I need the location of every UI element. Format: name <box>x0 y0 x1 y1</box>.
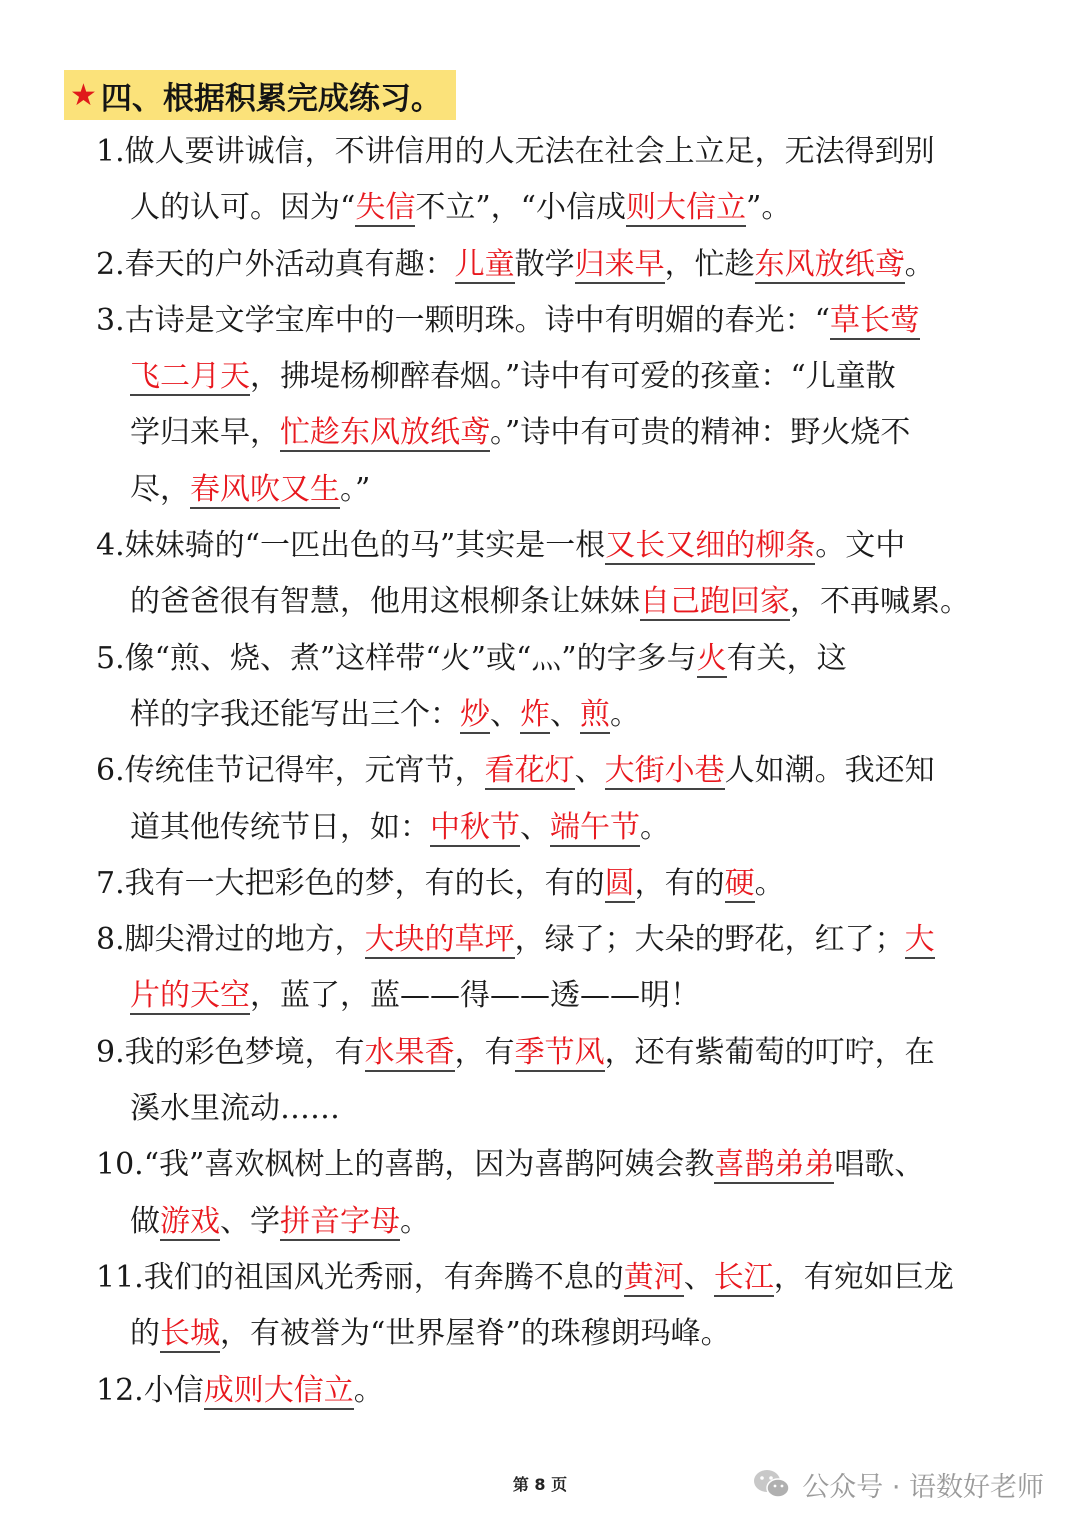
exercise-line <box>96 293 1026 349</box>
question-text: 、 <box>574 753 605 789</box>
answer-text: 大块的草坪 <box>364 922 515 958</box>
question-text: 。 <box>610 696 640 732</box>
exercise-line <box>96 800 1026 856</box>
exercise-item <box>96 1137 1026 1250</box>
answer-text: 端午节 <box>550 809 640 845</box>
question-text: ，有宛如巨龙 <box>773 1259 954 1295</box>
wechat-icon <box>752 1467 792 1501</box>
question-text: 9.我的彩色梦境，有 <box>96 1034 365 1070</box>
exercise-item <box>96 124 1026 237</box>
answer-text: 草长莺 <box>829 302 920 338</box>
question-text: 3.古诗是文学宝库中的一颗明珠。诗中有明媚的春光：“ <box>96 302 830 338</box>
exercise-line <box>96 574 1026 630</box>
question-text: 有关，这 <box>726 640 847 676</box>
exercise-list <box>96 124 1026 1419</box>
question-text: 。 <box>353 1372 384 1408</box>
answer-text: 游戏 <box>160 1203 220 1239</box>
exercise-line <box>96 518 1026 574</box>
question-text: 道其他传统节日，如： <box>130 809 430 845</box>
answer-text: 看花灯 <box>484 753 575 789</box>
question-text: 11.我们的祖国风光秀丽，有奔腾不息的 <box>96 1259 624 1295</box>
question-text: ，有的 <box>634 865 725 901</box>
section-heading <box>64 70 456 120</box>
exercise-item <box>96 856 1026 912</box>
answer-text: 春风吹又生 <box>190 471 340 507</box>
answer-text: 东风放纸鸢 <box>754 246 905 282</box>
answer-text: 火 <box>696 640 727 676</box>
answer-text: 失信 <box>355 190 416 226</box>
exercise-item <box>96 743 1026 856</box>
watermark-text: 公众号 · 语数好老师 <box>802 1471 1044 1503</box>
exercise-line <box>96 237 1026 293</box>
question-text: 溪水里流动…… <box>130 1091 340 1127</box>
answer-text: 水果香 <box>364 1034 455 1070</box>
question-text: 唱歌、 <box>834 1147 925 1183</box>
answer-text: 季节风 <box>514 1034 605 1070</box>
question-text: 、 <box>683 1259 714 1295</box>
exercise-line <box>96 912 1026 968</box>
answer-text: 黄河 <box>623 1259 684 1295</box>
section-title: 四、根据积累完成练习。 <box>100 80 442 117</box>
exercise-line <box>96 1081 1026 1137</box>
exercise-item <box>96 1025 1026 1138</box>
answer-text: 归来早 <box>574 246 665 282</box>
question-text: 学归来早， <box>130 415 280 451</box>
question-text: ，还有紫葡萄的叮咛，在 <box>604 1034 935 1070</box>
question-text: 2.春天的户外活动真有趣： <box>96 246 455 282</box>
question-text: 、 <box>550 696 580 732</box>
exercise-line <box>96 124 1026 180</box>
question-text: 。 <box>754 865 785 901</box>
question-text: 6.传统佳节记得牢，元宵节， <box>96 753 485 789</box>
answer-text: 炒 <box>460 696 490 732</box>
question-text: 12.小信 <box>96 1372 204 1408</box>
answer-text: 拼音字母 <box>280 1203 400 1239</box>
exercise-line <box>96 1137 1026 1193</box>
question-text: 不立”，“小信成 <box>415 190 627 226</box>
question-text: 4.妹妹骑的“一匹出色的马”其实是一根 <box>96 528 606 564</box>
exercise-item <box>96 518 1026 631</box>
answer-text: 则大信立 <box>626 190 747 226</box>
exercise-line <box>96 1306 1026 1362</box>
answer-text: 喜鹊弟弟 <box>714 1147 835 1183</box>
question-text: ，蓝了，蓝——得——透——明！ <box>250 978 700 1014</box>
question-text: ，不再喊累。 <box>790 584 970 620</box>
question-text: 尽， <box>130 471 190 507</box>
question-text: 。” <box>340 471 371 507</box>
question-text: 的 <box>130 1316 160 1352</box>
answer-text: 成则大信立 <box>203 1372 354 1408</box>
exercise-item <box>96 1363 1026 1419</box>
question-text: 做 <box>130 1203 160 1239</box>
question-text: 。 <box>640 809 670 845</box>
exercise-line <box>96 349 1026 405</box>
answer-text: 硬 <box>724 865 755 901</box>
answer-text: 忙趁东风放纸鸢 <box>280 415 490 451</box>
answer-text: 圆 <box>604 865 635 901</box>
exercise-item <box>96 1250 1026 1363</box>
question-text: 。 <box>400 1203 430 1239</box>
exercise-line <box>96 462 1026 518</box>
question-text: 散学 <box>514 246 575 282</box>
exercise-line <box>96 405 1026 461</box>
answer-text: 又长又细的柳条 <box>605 528 816 564</box>
question-text: 样的字我还能写出三个： <box>130 696 460 732</box>
page-number: 第 8 页 <box>512 1475 568 1494</box>
answer-text: 长城 <box>160 1316 220 1352</box>
question-text: 。 <box>904 246 935 282</box>
answer-text: 中秋节 <box>430 809 520 845</box>
answer-text: 片的天空 <box>130 978 250 1014</box>
star-icon: ★ <box>70 77 97 113</box>
question-text: ”。 <box>746 190 792 226</box>
exercise-item <box>96 631 1026 744</box>
exercise-item <box>96 293 1026 518</box>
question-text: ，有被誉为“世界屋脊”的珠穆朗玛峰。 <box>220 1316 731 1352</box>
question-text: ，拂堤杨柳醉春烟。”诗中有可爱的孩童：“儿童散 <box>250 359 896 395</box>
exercise-line <box>96 968 1026 1024</box>
question-text: 人如潮。我还知 <box>724 753 935 789</box>
exercise-line <box>96 687 1026 743</box>
answer-text: 大街小巷 <box>604 753 725 789</box>
question-text: ，有 <box>454 1034 515 1070</box>
question-text: 1.做人要讲诚信，不讲信用的人无法在社会上立足，无法得到别 <box>96 134 935 169</box>
question-text: 人的认可。因为“ <box>130 190 356 226</box>
answer-text: 煎 <box>580 696 610 732</box>
question-text: 、 <box>520 809 550 845</box>
question-text: 7.我有一大把彩色的梦，有的长，有的 <box>96 865 605 901</box>
exercise-line <box>96 631 1026 687</box>
answer-text: 大 <box>904 922 935 958</box>
question-text: 的爸爸很有智慧，他用这根柳条让妹妹 <box>130 584 640 620</box>
answer-text: 炸 <box>520 696 550 732</box>
watermark <box>752 1462 1044 1506</box>
answer-text: 飞二月天 <box>130 359 250 395</box>
question-text: ，忙趁 <box>664 246 755 282</box>
question-text: 5.像“煎、烧、煮”这样带“火”或“灬”的字多与 <box>96 640 697 676</box>
exercise-line <box>96 1194 1026 1250</box>
exercise-line <box>96 856 1026 912</box>
exercise-line <box>96 180 1026 236</box>
answer-text: 自己跑回家 <box>640 584 790 620</box>
exercise-line <box>96 1250 1026 1306</box>
question-text: 10.“我”喜欢枫树上的喜鹊，因为喜鹊阿姨会教 <box>96 1147 715 1183</box>
exercise-line <box>96 1025 1026 1081</box>
question-text: 、学 <box>220 1203 280 1239</box>
question-text: ，绿了；大朵的野花，红了； <box>514 922 905 958</box>
exercise-item <box>96 237 1026 293</box>
answer-text: 长江 <box>713 1259 774 1295</box>
question-text: 。”诗中有可贵的精神：野火烧不 <box>490 415 911 451</box>
exercise-item <box>96 912 1026 1025</box>
question-text: 8.脚尖滑过的地方， <box>96 922 365 958</box>
answer-text: 儿童 <box>454 246 515 282</box>
question-text: 、 <box>490 696 520 732</box>
question-text: 。文中 <box>815 528 906 564</box>
exercise-line <box>96 743 1026 799</box>
exercise-line <box>96 1363 1026 1419</box>
